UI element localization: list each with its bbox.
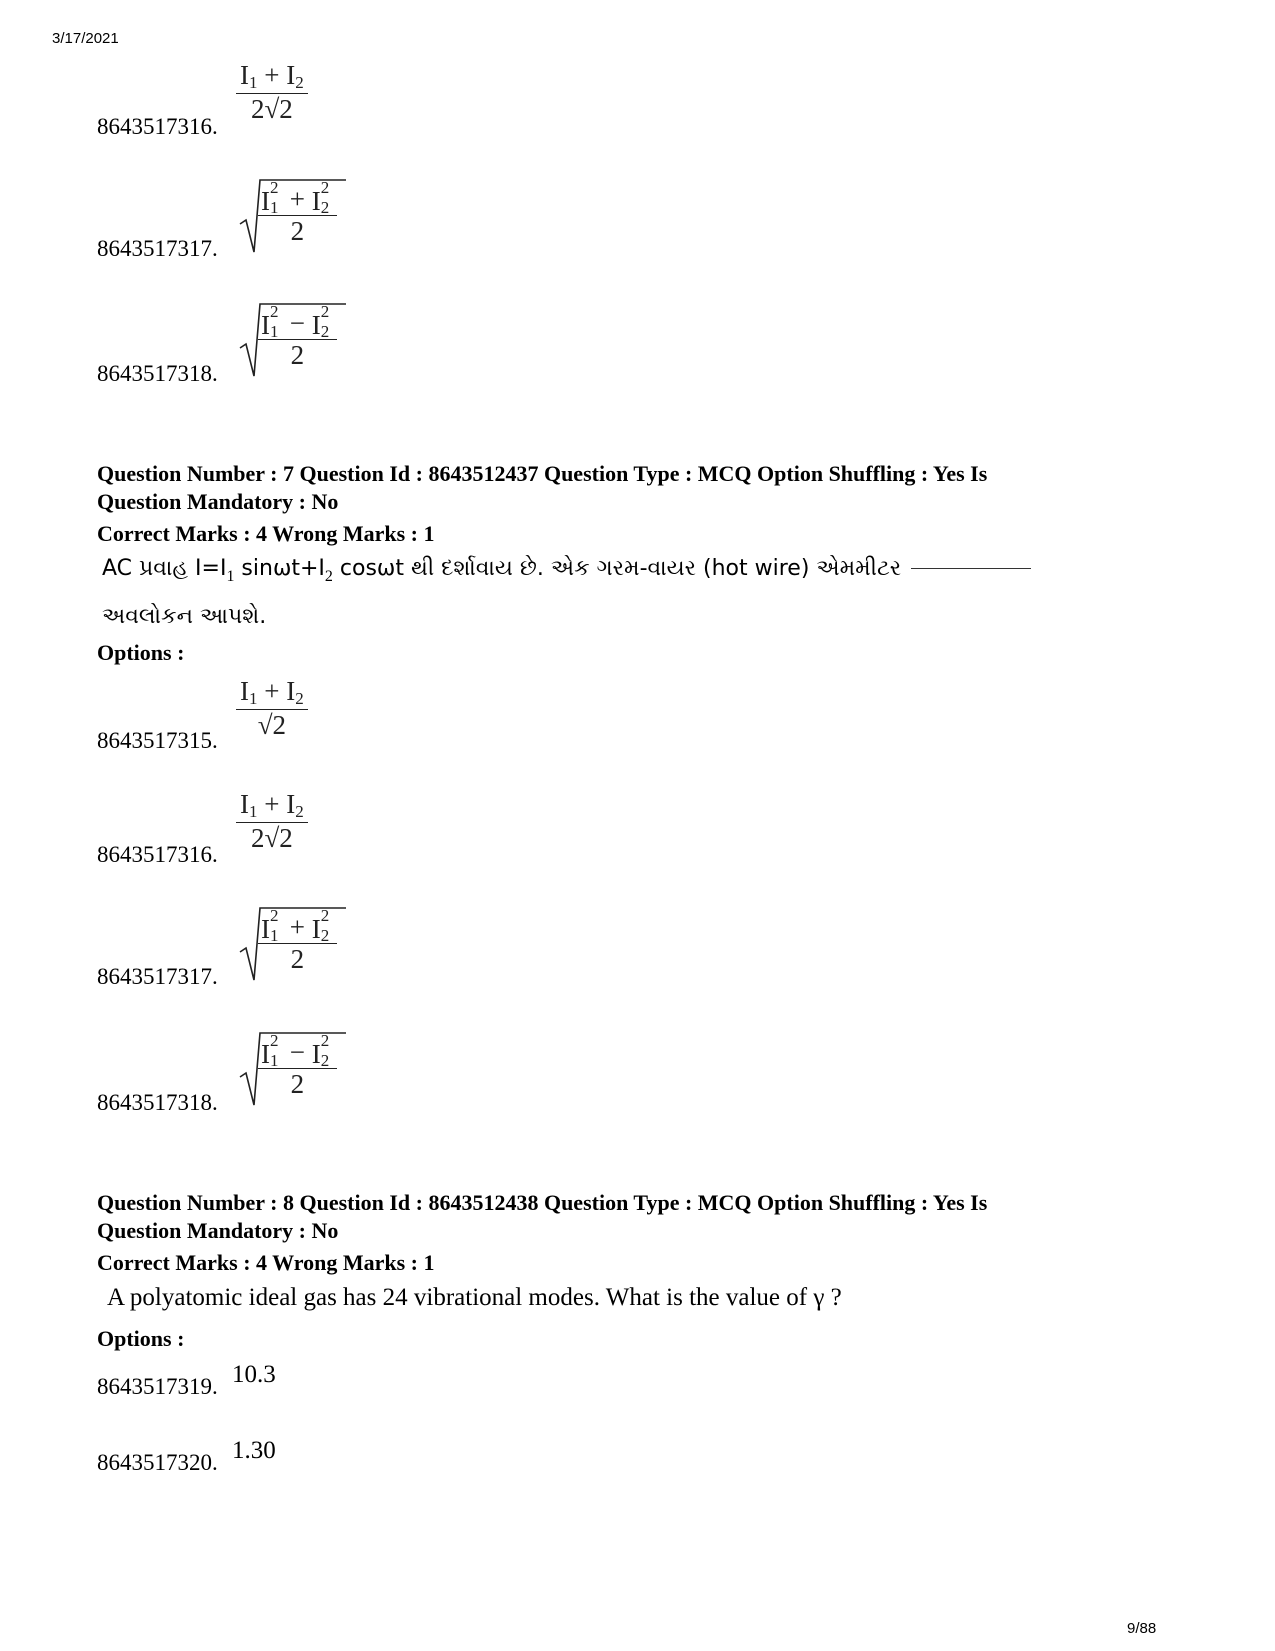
option-id: 8643517319. bbox=[97, 1374, 218, 1399]
option-formula: I 2 1 + I 2 2 2 bbox=[238, 176, 348, 256]
question-meta-line: Question Mandatory : No bbox=[97, 1218, 339, 1243]
question-text-part: sinωt+I bbox=[234, 556, 325, 581]
option-id: 8643517320. bbox=[97, 1450, 218, 1475]
question-meta-line: Question Number : 7 Question Id : 8643512437 Question Type : MCQ Option Shuffling : Yes Is bbox=[97, 461, 988, 486]
question-7-marks: Correct Marks : 4 Wrong Marks : 1 bbox=[97, 521, 435, 546]
question-8-meta bbox=[97, 1189, 1197, 1245]
option-id: 8643517318. bbox=[97, 361, 218, 386]
option-formula: I 2 1 − I 2 2 2 bbox=[238, 1029, 348, 1109]
option-id: 8643517315. bbox=[97, 728, 218, 753]
subscript: 2 bbox=[324, 568, 333, 585]
question-meta-line: Question Mandatory : No bbox=[97, 489, 339, 514]
option-formula: $I_1 + I_2$ 2√2 bbox=[236, 60, 308, 125]
page-date: 3/17/2021 bbox=[52, 30, 119, 47]
option-formula: $I_1 + I_2$ √2 bbox=[236, 676, 308, 741]
option-value: 1.30 bbox=[232, 1437, 276, 1464]
question-7-text bbox=[102, 554, 1031, 586]
option-id: 8643517316. bbox=[97, 114, 218, 139]
question-text-part: AC પ્રવાહ I=I bbox=[102, 556, 227, 581]
question-8-text: A polyatomic ideal gas has 24 vibrational modes. What is the value of γ ? bbox=[107, 1284, 842, 1311]
question-7-meta bbox=[97, 460, 1197, 516]
option-value: 10.3 bbox=[232, 1361, 276, 1388]
answer-blank bbox=[911, 568, 1031, 569]
question-7-text-line2: અવલોકન આપશે. bbox=[102, 604, 267, 629]
option-id: 8643517317. bbox=[97, 964, 218, 989]
question-text-part: cosωt થી દર્શાવાય છે. એક ગરમ-વાયર (hot wire) એમમીટર bbox=[332, 556, 902, 581]
page-number: 9/88 bbox=[1127, 1620, 1157, 1637]
option-formula: I 2 1 + I 2 2 2 bbox=[238, 904, 348, 984]
option-id: 8643517316. bbox=[97, 842, 218, 867]
option-id: 8643517318. bbox=[97, 1090, 218, 1115]
options-label: Options : bbox=[97, 1326, 185, 1351]
subscript: 1 bbox=[226, 568, 235, 585]
option-formula: $I_1 + I_2$ 2√2 bbox=[236, 789, 308, 854]
question-8-marks: Correct Marks : 4 Wrong Marks : 1 bbox=[97, 1250, 435, 1275]
options-label: Options : bbox=[97, 640, 185, 665]
option-id: 8643517317. bbox=[97, 236, 218, 261]
option-formula: I 2 1 − I 2 2 2 bbox=[238, 300, 348, 380]
question-meta-line: Question Number : 8 Question Id : 8643512438 Question Type : MCQ Option Shuffling : Yes Is bbox=[97, 1190, 988, 1215]
